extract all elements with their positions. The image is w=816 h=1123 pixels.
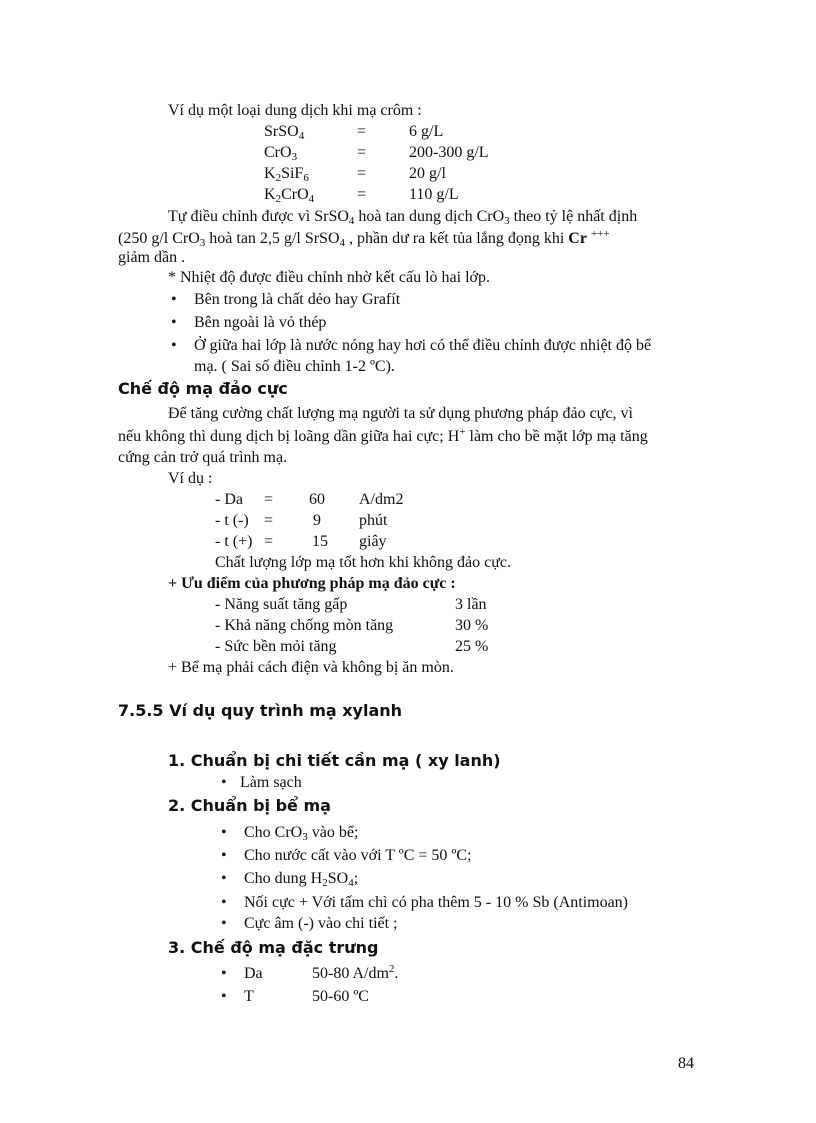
bullet-dot: • — [221, 894, 227, 911]
step2-item: Cho CrO$_3$ vào bể; — [244, 824, 359, 843]
para2-line1: Để tăng cường chất lượng mạ người ta sử dụng phương pháp đảo cực, vì — [168, 405, 633, 422]
intro-line: Ví dụ một loại dung dịch khi mạ crôm : — [168, 102, 422, 119]
section-heading-reverse-plating: Chế độ mạ đảo cực — [118, 379, 288, 398]
step3-item-label: T — [244, 988, 254, 1005]
advantage-value: 25 % — [455, 638, 489, 655]
para1-line2: (250 g/l CrO$_3$ hoà tan 2,5 g/l SrSO$_4$ , phần dư ra kết tủa lắng đọng khi Cr +++ — [118, 228, 610, 249]
eq-sign: = — [357, 165, 367, 182]
param-unit: phút — [359, 512, 388, 529]
step2-item: Cực âm (-) vào chi tiết ; — [244, 915, 398, 932]
bullet-dot: • — [221, 824, 227, 841]
quality-note: Chất lượng lớp mạ tốt hơn khi không đảo cực. — [215, 554, 512, 571]
param-value: 15 — [312, 533, 328, 550]
eq-sign: = — [357, 123, 367, 140]
advantage-value: 3 lần — [455, 596, 487, 613]
step2-item: Cho dung $H_2SO_4$; — [244, 870, 359, 889]
bullet-item: Bên ngoài là vỏ thép — [194, 314, 327, 331]
bullet-item: Ở giữa hai lớp là nước nóng hay hơi có thể điều chỉnh được nhiệt độ bể — [194, 337, 652, 354]
para1-line3: giảm dần . — [118, 249, 186, 266]
advantage-label: - Năng suất tăng gấp — [215, 596, 348, 613]
param-name: - t (-) — [215, 512, 249, 529]
bullet-dot: • — [221, 847, 227, 864]
para2-line3: cứng cản trở quá trình mạ. — [118, 449, 288, 466]
advantage-label: - Khả năng chống mòn tăng — [215, 617, 394, 634]
step3-item-value: 50-60 ºC — [312, 988, 369, 1005]
page-number: 84 — [678, 1055, 694, 1072]
step3-heading: 3. Chế độ mạ đặc trưng — [168, 938, 379, 957]
param-name: - t (+) — [215, 533, 253, 550]
value-k2sif6: 20 g/l — [409, 165, 446, 182]
tank-note: + Bể mạ phải cách điện và không bị ăn mòn. — [168, 659, 454, 676]
bullet-dot: • — [171, 314, 177, 331]
param-eq: = — [264, 512, 274, 529]
formula-k2cro4: $K_2CrO_4$ — [264, 186, 315, 205]
advantages-title: + Ưu điểm của phương pháp mạ đảo cực : — [168, 575, 456, 592]
para1-line1: Tự điều chỉnh được vì SrSO$_4$ hoà tan dung dịch CrO$_3$ theo tỷ lệ nhất định — [168, 208, 638, 227]
advantage-label: - Sức bền mỏi tăng — [215, 638, 337, 655]
section-heading-755: 7.5.5 Ví dụ quy trình mạ xylanh — [118, 701, 403, 720]
step2-heading: 2. Chuẩn bị bể mạ — [168, 796, 331, 815]
bullet-item: Bên trong là chất dẻo hay Grafít — [194, 291, 401, 308]
bullet-dot: • — [221, 915, 227, 932]
param-value: 60 — [309, 491, 325, 508]
value-k2cro4: 110 g/L — [409, 186, 459, 203]
step3-item-value: 50-80 $A/dm^2$. — [312, 963, 399, 982]
chromium-ion: Cr — [568, 230, 587, 247]
advantage-value: 30 % — [455, 617, 489, 634]
eq-sign: = — [357, 144, 367, 161]
step3-item-label: Da — [244, 965, 263, 982]
param-unit: giây — [359, 533, 387, 550]
bullet-dot: • — [171, 337, 177, 354]
step2-item: Cho nước cất vào với T ºC = 50 ºC; — [244, 847, 472, 864]
step2-item: Nối cực + Với tấm chì có pha thêm 5 - 10 % Sb (Antimoan) — [244, 894, 629, 911]
bullet-dot: • — [221, 774, 227, 791]
step1-item: Làm sạch — [240, 774, 302, 791]
value-cro3: 200-300 g/L — [409, 144, 489, 161]
example-label: Ví dụ : — [168, 470, 213, 487]
param-unit: A/dm2 — [359, 491, 404, 508]
param-name: - Da — [215, 491, 243, 508]
param-eq: = — [264, 533, 274, 550]
formula-k2sif6: $K_2SiF_6$ — [264, 165, 309, 184]
bullet-dot: • — [221, 988, 227, 1005]
step1-heading: 1. Chuẩn bị chi tiết cần mạ ( xy lanh) — [168, 751, 501, 770]
bullet-dot: • — [221, 965, 227, 982]
value-srso4: 6 g/L — [409, 123, 444, 140]
para2-line2: nếu không thì dung dịch bị loãng dần giữa hai cực; H+ làm cho bề mặt lớp mạ tăng — [118, 426, 648, 445]
param-value: 9 — [313, 512, 321, 529]
bullet-dot: • — [221, 870, 227, 887]
bullet-dot: • — [171, 291, 177, 308]
formula-srso4: SrSO$_4$ — [264, 123, 305, 142]
eq-sign: = — [357, 186, 367, 203]
temperature-note: * Nhiệt độ được điều chỉnh nhờ kết cấu lò hai lớp. — [168, 269, 490, 286]
bullet-item-continued: mạ. ( Sai số điều chỉnh 1-2 ºC). — [194, 358, 395, 375]
param-eq: = — [264, 491, 274, 508]
formula-cro3: CrO$_3$ — [264, 144, 298, 163]
